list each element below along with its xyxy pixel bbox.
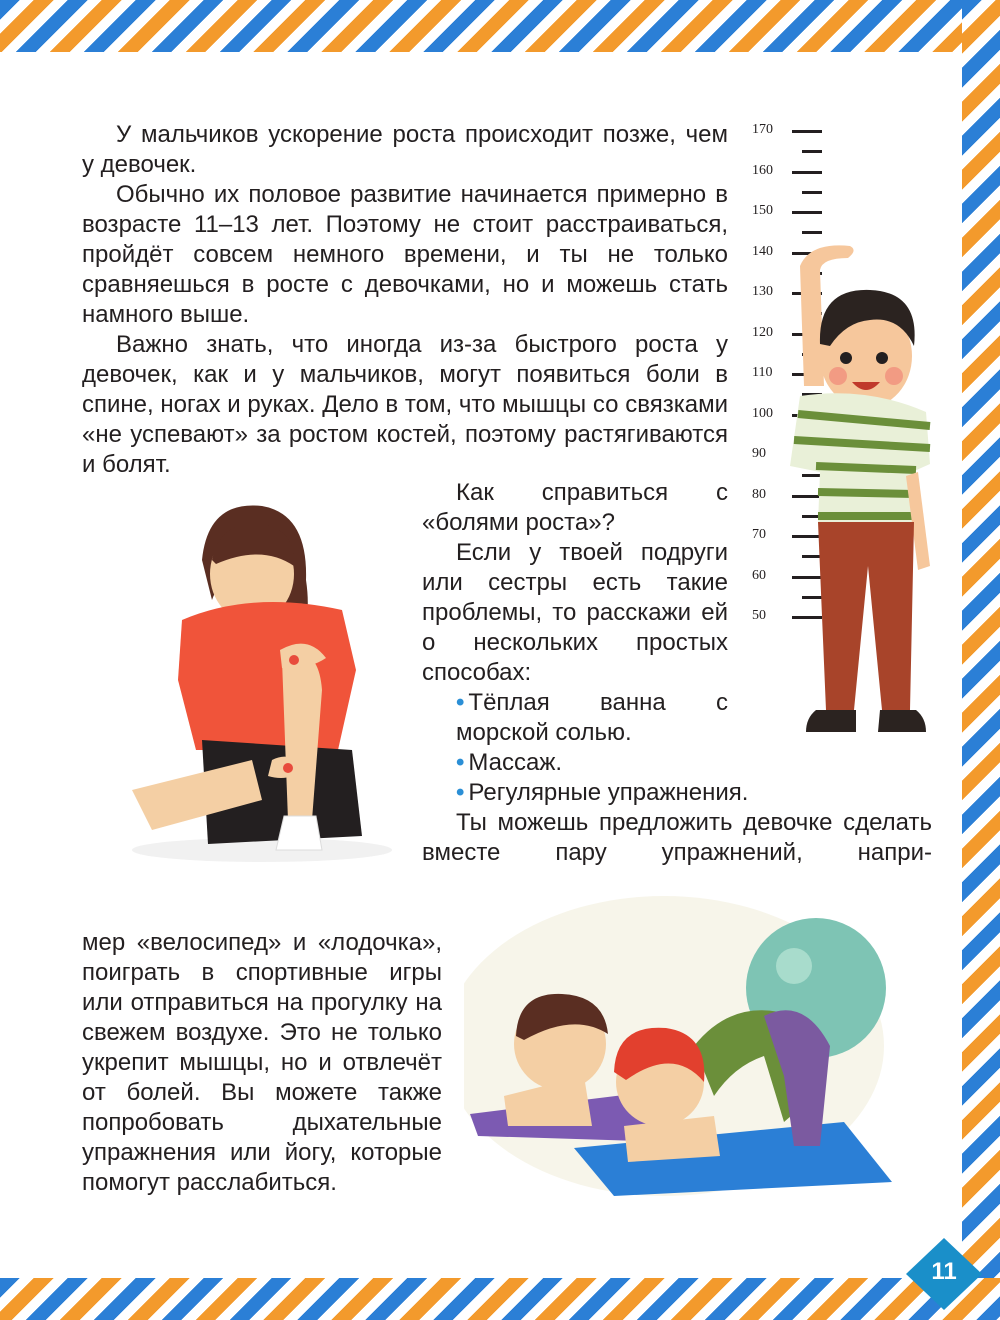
paragraph: Обычно их половое развитие начинается примерно в возрасте 11–13 лет. Поэтому не стоит расстраиваться, пройдёт совсем немного времени, и ты не только сравняешься в росте с девочками, но и можешь стать намного выше. <box>82 181 728 328</box>
list-item <box>422 778 749 808</box>
list-item-text: Тёплая ванна с морской солью. <box>456 689 728 746</box>
ruler-label: 60 <box>752 567 766 583</box>
list-item-text: Массаж. <box>468 749 563 776</box>
boy-illustration <box>770 236 940 746</box>
bullet-dot-icon: • <box>456 779 465 806</box>
paragraph: У мальчиков ускорение роста происходит позже, чем у девочек. <box>82 121 728 178</box>
kids-exercising-illustration <box>464 896 904 1196</box>
paragraph: Ты можешь предложить девочке сделать вместе пару упражнений, напри- <box>422 809 932 866</box>
list-item <box>422 748 728 778</box>
page-number: 11 <box>931 1258 957 1285</box>
ruler-minor-tick <box>802 231 822 234</box>
ruler-label: 90 <box>752 446 766 461</box>
bullet-dot-icon: • <box>456 749 465 776</box>
ruler-label: 110 <box>752 365 773 380</box>
text-block-bottom <box>82 928 442 1198</box>
ruler-label: 80 <box>752 486 766 502</box>
ruler-label: 160 <box>752 162 773 178</box>
paragraph: мер «велосипед» и «лодочка», поиграть в спортивные игры или отправиться на прогулку на свежем воздухе. Это не только укрепит мышцы, но и отвлечёт от болей. Вы можете также попробовать дыхательные упражнения или йогу, которые помогут расслабиться. <box>82 929 442 1196</box>
text-block-top <box>82 120 728 480</box>
ruler-label: 150 <box>752 203 773 218</box>
ruler-major-tick <box>792 130 822 133</box>
paragraph: Если у твоей подруги или сестры есть такие проблемы, то расскажи ей о нескольких простых способах: <box>422 539 728 686</box>
ruler-major-tick <box>792 211 822 214</box>
girl-knee-pain-illustration <box>112 500 412 880</box>
ruler-label: 100 <box>752 405 773 421</box>
ruler-label: 140 <box>752 243 773 259</box>
ruler-label: 120 <box>752 324 773 340</box>
ruler-label: 130 <box>752 284 773 299</box>
decorative-stripe-right <box>962 0 1000 1320</box>
page-number-badge <box>904 1236 984 1312</box>
text-block-mid <box>422 478 749 808</box>
paragraph: Как справиться с «болями роста»? <box>422 479 728 536</box>
ruler-label: 170 <box>752 122 773 137</box>
ruler-major-tick <box>792 171 822 174</box>
list-item <box>422 688 728 748</box>
ruler-minor-tick <box>802 191 822 194</box>
decorative-stripe-bottom <box>0 1278 1000 1320</box>
paragraph: Важно знать, что иногда из-за быстрого роста у девочек, как и у мальчиков, могут появиться боли в спине, ногах и руках. Дело в том, что мышцы со связками «не успевают» за ростом костей, поэтому растягиваются и болят. <box>82 331 728 478</box>
text-block-wide <box>422 808 932 868</box>
ruler-label: 70 <box>752 527 766 542</box>
bullet-dot-icon: • <box>456 689 465 716</box>
ruler-minor-tick <box>802 150 822 153</box>
ruler-label: 50 <box>752 608 766 623</box>
list-item-text: Регулярные упражнения. <box>468 779 749 806</box>
